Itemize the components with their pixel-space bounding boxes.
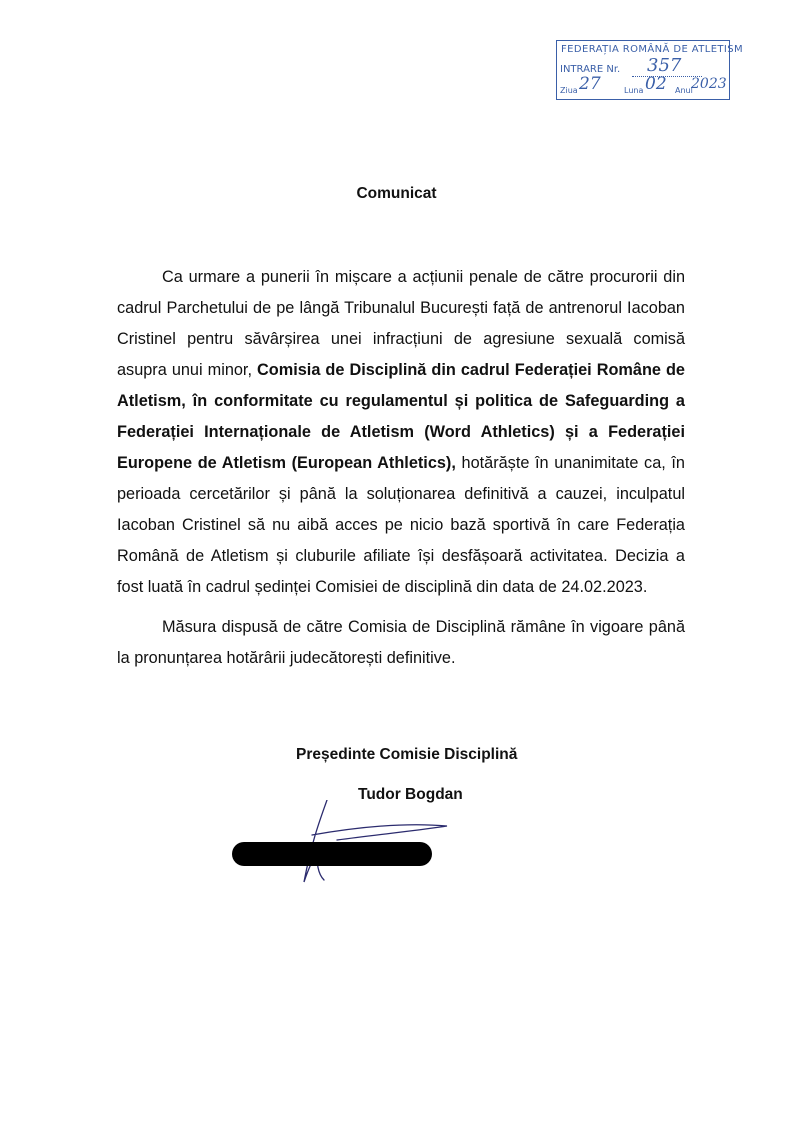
body-paragraph [117,612,685,674]
stamp-entry-number: 357 [647,55,682,76]
stamp-day-value: 27 [579,74,601,94]
redacted-signature-block [232,842,432,866]
text-run: hotărăște în unanimitate ca, în perioada cercetărilor și până la soluționarea definitivă a cauzei, inculpatul Iacoban Cristinel să nu aibă acces pe nicio bază sportivă în care Federația Română de Atletism și cluburile afiliate își desfășoară activitatea. Decizia a fost luată în cadrul ședinței Comisiei de disciplină din data de 24.02.2023. [117,454,685,596]
stamp-year-value: 2023 [691,76,727,92]
stamp-title: FEDERAȚIA ROMÂNĂ DE ATLETISM [561,44,744,55]
text-run: Ca urmare a punerii în mișcare a acțiunii penale de către procurorii din cadrul Parchetului de pe lângă Tribunalul București față de antrenorul Iacoban Cristinel pentru săvârșirea unei infracțiuni de agresiune sexuală comisă asupra unui minor, [117,268,685,379]
body-paragraph [117,262,685,603]
stamp-year-label: Anul [675,86,693,95]
text-run: Măsura dispusă de către Comisia de Disciplină rămâne în vigoare până la pronunțarea hotărârii judecătorești definitive. [117,618,685,667]
signatory-role: Președinte Comisie Disciplină [296,746,518,763]
stamp-month-label: Luna [624,86,644,95]
bold-text-run: Comisia de Disciplină din cadrul Federației Române de Atletism, în conformitate cu regulamentul și politica de Safeguarding a Federației Internaționale de Atletism (Word Athletics) și a Federației Europene de Atletism (European Athletics), [117,361,685,472]
stamp-month-value: 02 [645,74,667,94]
document-body [117,262,685,674]
registration-stamp [556,40,744,100]
stamp-entry-label: INTRARE Nr. [560,64,621,75]
stamp-day-label: Ziua [560,86,578,95]
document-title: Comunicat [356,185,437,202]
signatory-name: Tudor Bogdan [358,786,463,803]
